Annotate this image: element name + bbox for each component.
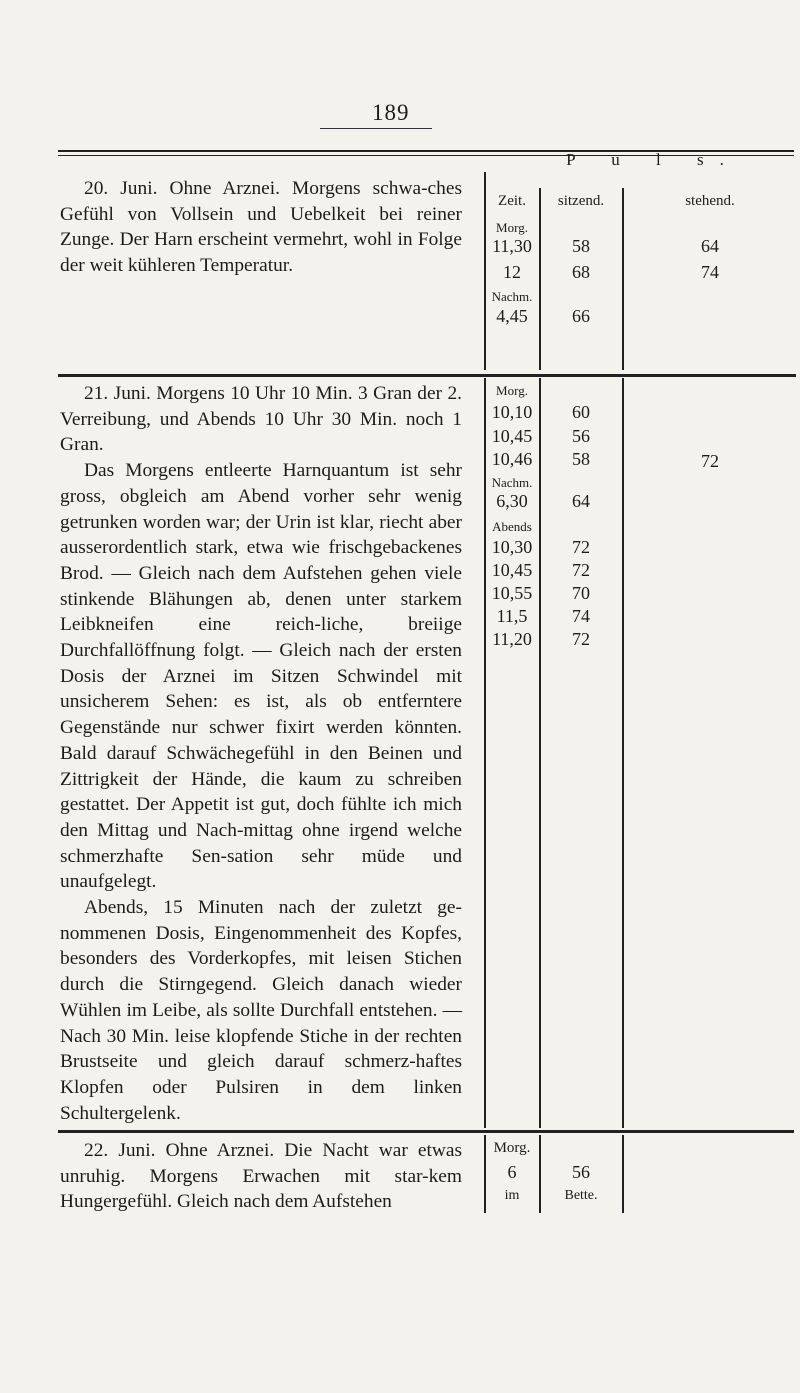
entry-paragraph: Abends, 15 Minuten nach der zuletzt ge-nommenen Dosis, Eingenommenheit des Kopfes, besonders des Vorderkopfes, mit leisen Stichen durch die Stirngegend. Gleich danach wieder Wühlen im Leibe, als sollte Durchfall entstehen. — Nach 30 Min. leise klopfende Stiche in der rechten Brustseite und gleich darauf schmerz-haftes Klopfen oder Pulsiren in dem linken Schultergelenk. [60, 897, 462, 1124]
stehend-cell: 74 [701, 262, 719, 282]
table-line-right-2 [622, 378, 624, 1128]
time-cell: 10,45 [491, 426, 533, 446]
entry-20-juni [60, 176, 462, 279]
table-line-left-2 [484, 378, 486, 1128]
sitzend-cell: 68 [572, 262, 590, 282]
table-line-mid-3 [539, 1135, 541, 1213]
sitzend-cell: 66 [572, 306, 590, 326]
sitzend-cell: 56 [572, 1162, 590, 1182]
page-number-rule [320, 128, 432, 129]
stehend-header: stehend. [685, 193, 735, 209]
sitzend-cell: 72 [572, 629, 590, 649]
time-label: Abends [492, 519, 532, 534]
table-line-left-3 [484, 1135, 486, 1213]
time-label: Nachm. [491, 475, 533, 490]
sitzend-header: sitzend. [557, 193, 605, 209]
time-cell: 10,10 [491, 402, 533, 422]
time-cell: 6 [507, 1162, 517, 1182]
time-cell: im [504, 1188, 520, 1203]
time-label: Nachm. [491, 289, 533, 304]
entry-separator-2 [58, 1130, 794, 1133]
table-line-right-1 [622, 188, 624, 370]
time-label: Morg. [496, 220, 528, 235]
sitzend-cell: 58 [572, 236, 590, 256]
sitzend-cell: 72 [572, 537, 590, 557]
sitzend-cell: 58 [572, 449, 590, 469]
entry-paragraph: 22. Juni. Ohne Arznei. Die Nacht war etwas unruhig. Morgens Erwachen mit star-kem Hungergefühl. Gleich nach dem Aufstehen [60, 1140, 462, 1213]
table-line-mid-1 [539, 188, 541, 370]
entry-paragraph: 20. Juni. Ohne Arznei. Morgens schwa-ches Gefühl von Vollsein und Uebelkeit bei reiner Zunge. Der Harn erscheint vermehrt, wohl in Folge der weit kühleren Temperatur. [60, 178, 462, 277]
zeit-header: Zeit. [498, 193, 526, 209]
entry-paragraph: Das Morgens entleerte Harnquantum ist sehr gross, obgleich am Abend vorher sehr wenig getrunken worden war; der Urin ist klar, riecht aber ausserordentlich stark, etwa wie frischgebackenes Brod. — Gleich nach dem Aufstehen gehen viele stinkende Blähungen ab, denen unter starkem Leibkneifen eine reich-liche, breiige Durchfallöffnung folgt. — Gleich nach der ersten Dosis der Arznei im Sitzen Schwindel mit unsicherem Sehen: es ist, als ob entferntere Gegenstände nur schwer fixirt werden könnten. Bald darauf Schwächegefühl in den Beinen und Zittrigkeit der Hände, die kaum zu schreiben gestattet. Der Appetit ist gut, doch fühlte ich mich den Mittag und Nach-mittag ohne irgend welche schmerzhafte Sen-sation sehr müde und unaufgelegt. [60, 460, 462, 893]
table-line-right-3 [622, 1135, 624, 1213]
time-cell: 6,30 [496, 491, 528, 511]
stehend-cell: 64 [701, 236, 719, 256]
entry-22-juni [60, 1138, 462, 1215]
sitzend-cell: 74 [572, 606, 590, 626]
time-label: Morg. [496, 383, 528, 398]
entry-paragraph: 21. Juni. Morgens 10 Uhr 10 Min. 3 Gran der 2. Verreibung, und Abends 10 Uhr 30 Min. noch 1 Gran. [60, 383, 462, 456]
sitzend-cell: 60 [572, 402, 590, 422]
sitzend-cell: 70 [572, 583, 590, 603]
sitzend-cell: 72 [572, 560, 590, 580]
sitzend-cell: 56 [572, 426, 590, 446]
time-cell: 10,46 [491, 449, 533, 469]
table-line-left-1 [484, 172, 486, 370]
entry-21-juni [60, 381, 462, 1126]
sitzend-cell: Bette. [564, 1188, 598, 1203]
time-cell: 4,45 [496, 306, 528, 326]
time-cell: 10,55 [491, 583, 533, 603]
stehend-cell: 72 [701, 451, 719, 471]
entry-separator-1 [58, 374, 796, 377]
time-cell: 10,45 [491, 560, 533, 580]
puls-heading: P u l s. [566, 150, 740, 169]
time-cell: 10,30 [491, 537, 533, 557]
time-label: Morg. [493, 1140, 531, 1156]
sitzend-cell: 64 [572, 491, 590, 511]
page-number: 189 [372, 100, 410, 125]
table-line-mid-2 [539, 378, 541, 1128]
time-cell: 11,5 [496, 606, 528, 626]
time-cell: 11,30 [492, 236, 532, 256]
time-cell: 12 [503, 262, 521, 282]
time-cell: 11,20 [492, 629, 532, 649]
